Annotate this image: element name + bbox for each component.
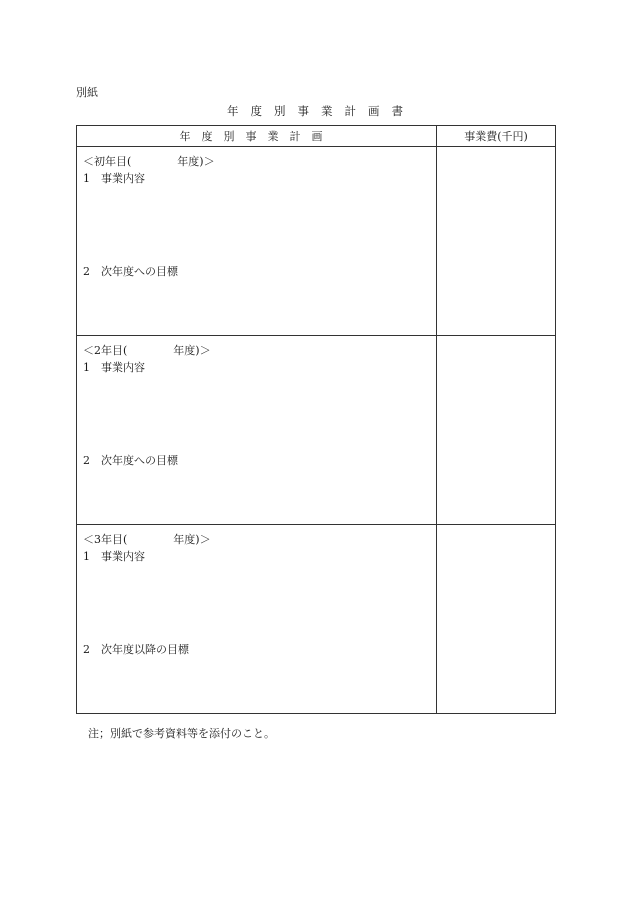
year-2-item1-label: 事業内容 xyxy=(101,361,145,374)
year-3-cost-cell[interactable] xyxy=(437,525,556,714)
year-2-item2-number: 2 xyxy=(83,454,90,467)
year-2-plan-cell[interactable] xyxy=(77,336,437,525)
year-2-item1-number: 1 xyxy=(83,361,90,374)
attachment-label: 別紙 xyxy=(76,86,98,99)
year-2-heading-close: 年度)＞ xyxy=(173,344,211,357)
year-3-item1-label: 事業内容 xyxy=(101,550,145,563)
year-2-heading xyxy=(83,342,211,358)
annual-plan-table xyxy=(76,125,556,714)
year-1-heading xyxy=(83,153,215,169)
year-1-plan-cell[interactable] xyxy=(77,147,437,336)
year-2-item2-label: 次年度への目標 xyxy=(101,454,178,467)
year-1-heading-close: 年度)＞ xyxy=(177,155,215,168)
year-1-item1-label: 事業内容 xyxy=(101,172,145,185)
year-3-item2-label: 次年度以降の目標 xyxy=(101,643,189,656)
header-annual-plan: 年度別事業計画 xyxy=(77,126,437,147)
year-3-heading-close: 年度)＞ xyxy=(173,533,211,546)
document-title: 年度別事業計画書 xyxy=(227,104,415,118)
year-row-2 xyxy=(77,336,556,525)
year-1-item1-number: 1 xyxy=(83,172,90,185)
year-3-item-goal xyxy=(83,641,189,657)
table-header-row xyxy=(77,126,556,147)
year-2-item-goal xyxy=(83,452,178,468)
year-2-heading-open: ＜2年目( xyxy=(83,344,128,357)
year-1-item2-label: 次年度への目標 xyxy=(101,265,178,278)
year-1-item-goal xyxy=(83,263,178,279)
footnote: 注；別紙で参考資料等を添付のこと。 xyxy=(88,727,275,740)
year-row-3 xyxy=(77,525,556,714)
header-project-cost: 事業費(千円) xyxy=(437,126,556,147)
year-row-1 xyxy=(77,147,556,336)
year-3-heading xyxy=(83,531,211,547)
year-3-item1-number: 1 xyxy=(83,550,90,563)
year-1-item2-number: 2 xyxy=(83,265,90,278)
year-1-item-content xyxy=(83,170,145,186)
year-1-cost-cell[interactable] xyxy=(437,147,556,336)
year-3-plan-cell[interactable] xyxy=(77,525,437,714)
year-1-heading-open: ＜初年目( xyxy=(83,155,132,168)
year-3-heading-open: ＜3年目( xyxy=(83,533,128,546)
year-3-item2-number: 2 xyxy=(83,643,90,656)
year-2-item-content xyxy=(83,359,145,375)
year-2-cost-cell[interactable] xyxy=(437,336,556,525)
year-3-item-content xyxy=(83,548,145,564)
